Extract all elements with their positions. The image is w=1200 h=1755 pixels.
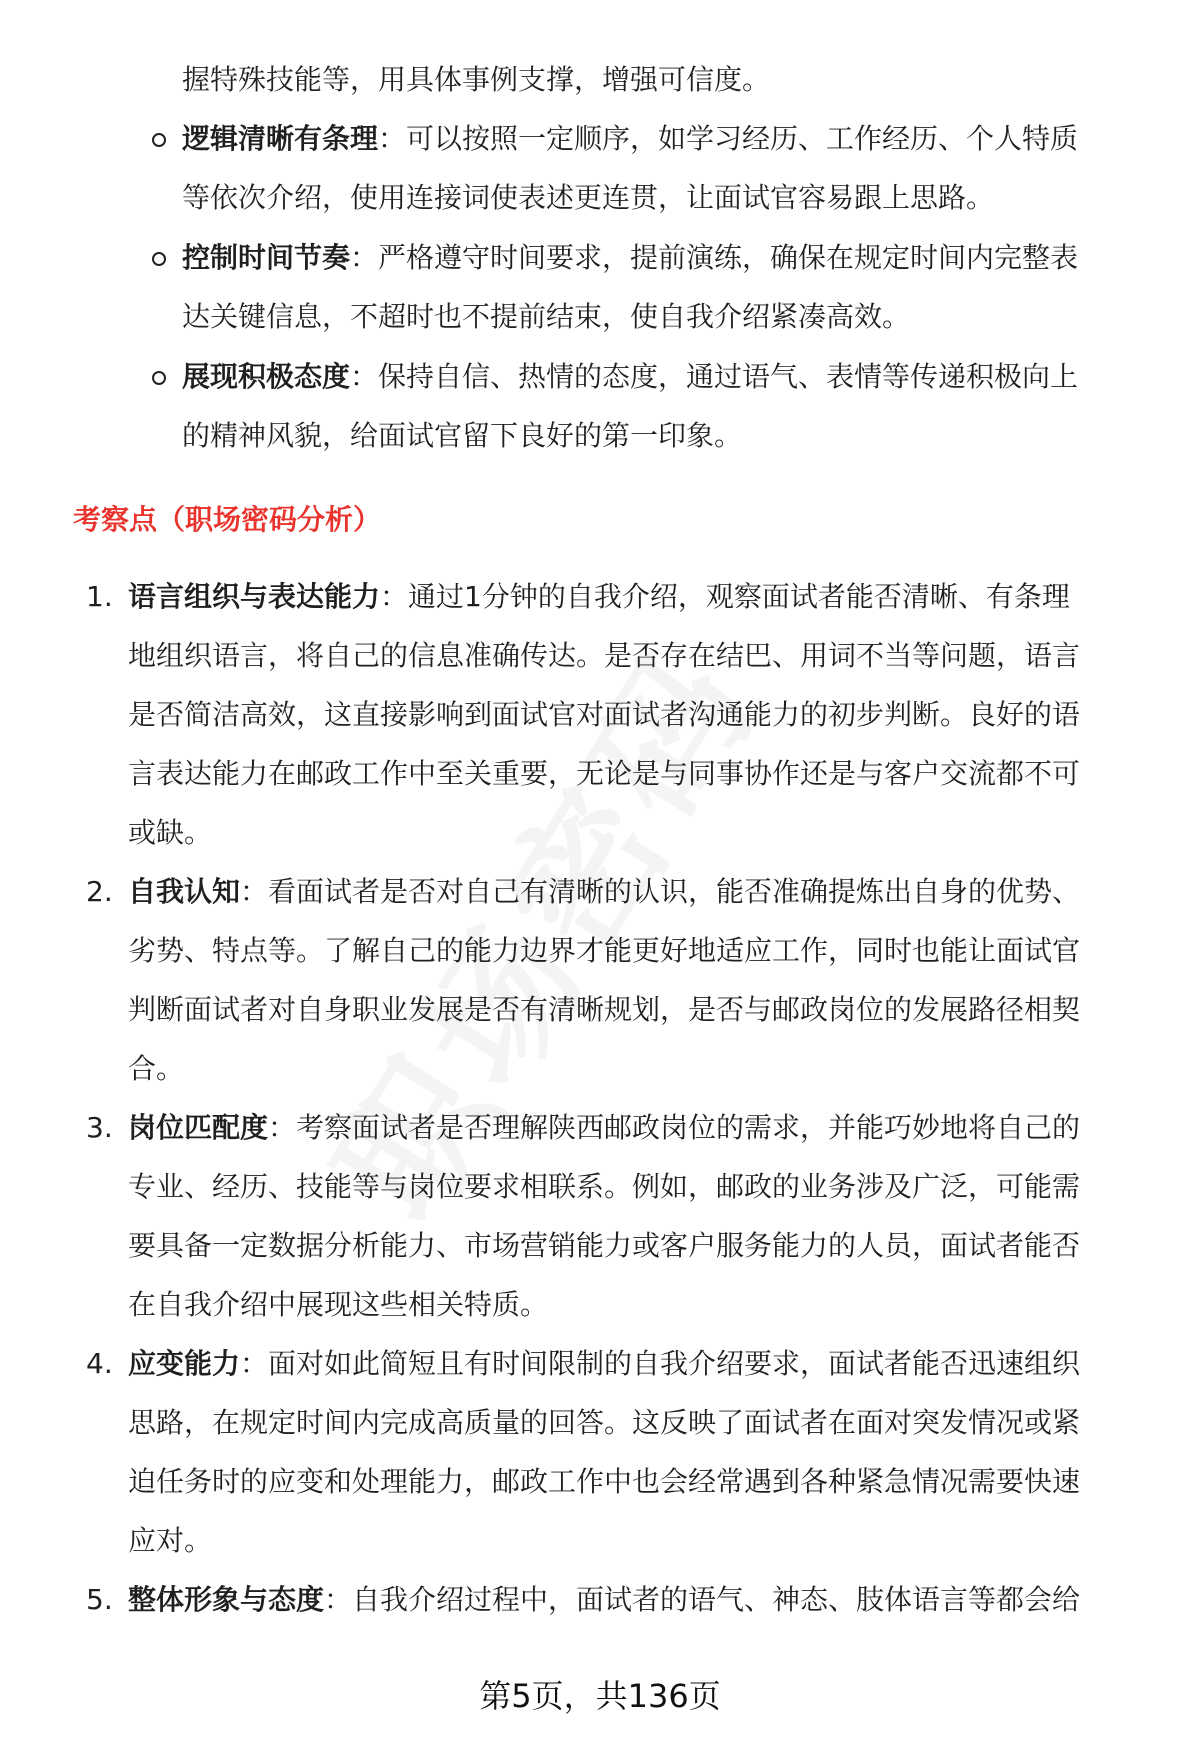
point-text-line: 或缺。 xyxy=(128,816,213,849)
point-item xyxy=(128,1108,1080,1148)
list-number: 2. xyxy=(86,875,113,908)
tip-text: ：可以按照一定顺序，如学习经历、工作经历、个人特质 xyxy=(378,122,1079,155)
tip-text: ：严格遵守时间要求，提前演练，确保在规定时间内完整表 xyxy=(350,241,1079,274)
tip-item xyxy=(182,238,1078,278)
list-number: 3. xyxy=(86,1111,113,1144)
tip-item xyxy=(182,119,1078,159)
point-title: 岗位匹配度 xyxy=(128,1111,269,1144)
point-text-line: 判断面试者对自身职业发展是否有清晰规划，是否与邮政岗位的发展路径相契 xyxy=(128,993,1081,1026)
list-number: 4. xyxy=(86,1347,113,1380)
point-text-line: 言表达能力在邮政工作中至关重要，无论是与同事协作还是与客户交流都不可 xyxy=(128,757,1081,790)
point-title: 自我认知 xyxy=(128,875,241,908)
tip-title: 控制时间节奏 xyxy=(182,241,351,274)
page-number-footer: 第5页，共136页 xyxy=(479,1677,721,1715)
point-text-line: 劣势、特点等。了解自己的能力边界才能更好地适应工作，同时也能让面试官 xyxy=(128,934,1081,967)
point-text: ：通过1分钟的自我介绍，观察面试者能否清晰、有条理 xyxy=(380,580,1070,613)
point-title: 整体形象与态度 xyxy=(128,1583,325,1616)
tip-text-line: 的精神风貌，给面试官留下良好的第一印象。 xyxy=(182,419,743,452)
point-item xyxy=(128,1344,1080,1384)
point-text-line: 地组织语言，将自己的信息准确传达。是否存在结巴、用词不当等问题，语言 xyxy=(128,639,1081,672)
point-text-line: 是否简洁高效，这直接影响到面试官对面试者沟通能力的初步判断。良好的语 xyxy=(128,698,1081,731)
point-text-line: 应对。 xyxy=(128,1524,213,1557)
point-title: 应变能力 xyxy=(128,1347,241,1380)
point-text: ：看面试者是否对自己有清晰的认识，能否准确提炼出自身的优势、 xyxy=(240,875,1081,908)
list-number: 5. xyxy=(86,1583,113,1616)
tip-title: 展现积极态度 xyxy=(182,360,351,393)
point-text-line: 思路，在规定时间内完成高质量的回答。这反映了面试者在面对突发情况或紧 xyxy=(128,1406,1081,1439)
point-title: 语言组织与表达能力 xyxy=(128,580,381,613)
tip-text-line: 达关键信息，不超时也不提前结束，使自我介绍紧凑高效。 xyxy=(182,300,911,333)
list-number: 1. xyxy=(86,580,113,613)
bullet-circle-icon xyxy=(152,371,166,385)
bullet-circle-icon xyxy=(152,252,166,266)
point-text: ：面对如此简短且有时间限制的自我介绍要求，面试者能否迅速组织 xyxy=(240,1347,1081,1380)
point-text-line: 要具备一定数据分析能力、市场营销能力或客户服务能力的人员，面试者能否 xyxy=(128,1229,1081,1262)
point-text: ：自我介绍过程中，面试者的语气、神态、肢体语言等都会给 xyxy=(324,1583,1081,1616)
bullet-circle-icon xyxy=(152,133,166,147)
point-text-line: 在自我介绍中展现这些相关特质。 xyxy=(128,1288,549,1321)
tip-text-line: 等依次介绍，使用连接词使表述更连贯，让面试官容易跟上思路。 xyxy=(182,181,995,214)
point-text: ：考察面试者是否理解陕西邮政岗位的需求，并能巧妙地将自己的 xyxy=(268,1111,1081,1144)
section-heading: 考察点（职场密码分析） xyxy=(73,503,382,536)
tip-title: 逻辑清晰有条理 xyxy=(182,122,379,155)
tip-continuation: 握特殊技能等，用具体事例支撑，增强可信度。 xyxy=(182,63,771,96)
point-text-line: 专业、经历、技能等与岗位要求相联系。例如，邮政的业务涉及广泛，可能需 xyxy=(128,1170,1081,1203)
point-item xyxy=(128,577,1070,617)
tip-item xyxy=(182,357,1078,397)
point-text-line: 合。 xyxy=(128,1052,185,1085)
tip-text: ：保持自信、热情的态度，通过语气、表情等传递积极向上 xyxy=(350,360,1079,393)
point-text-line: 迫任务时的应变和处理能力，邮政工作中也会经常遇到各种紧急情况需要快速 xyxy=(128,1465,1081,1498)
point-item xyxy=(128,872,1080,912)
point-item xyxy=(128,1580,1080,1620)
